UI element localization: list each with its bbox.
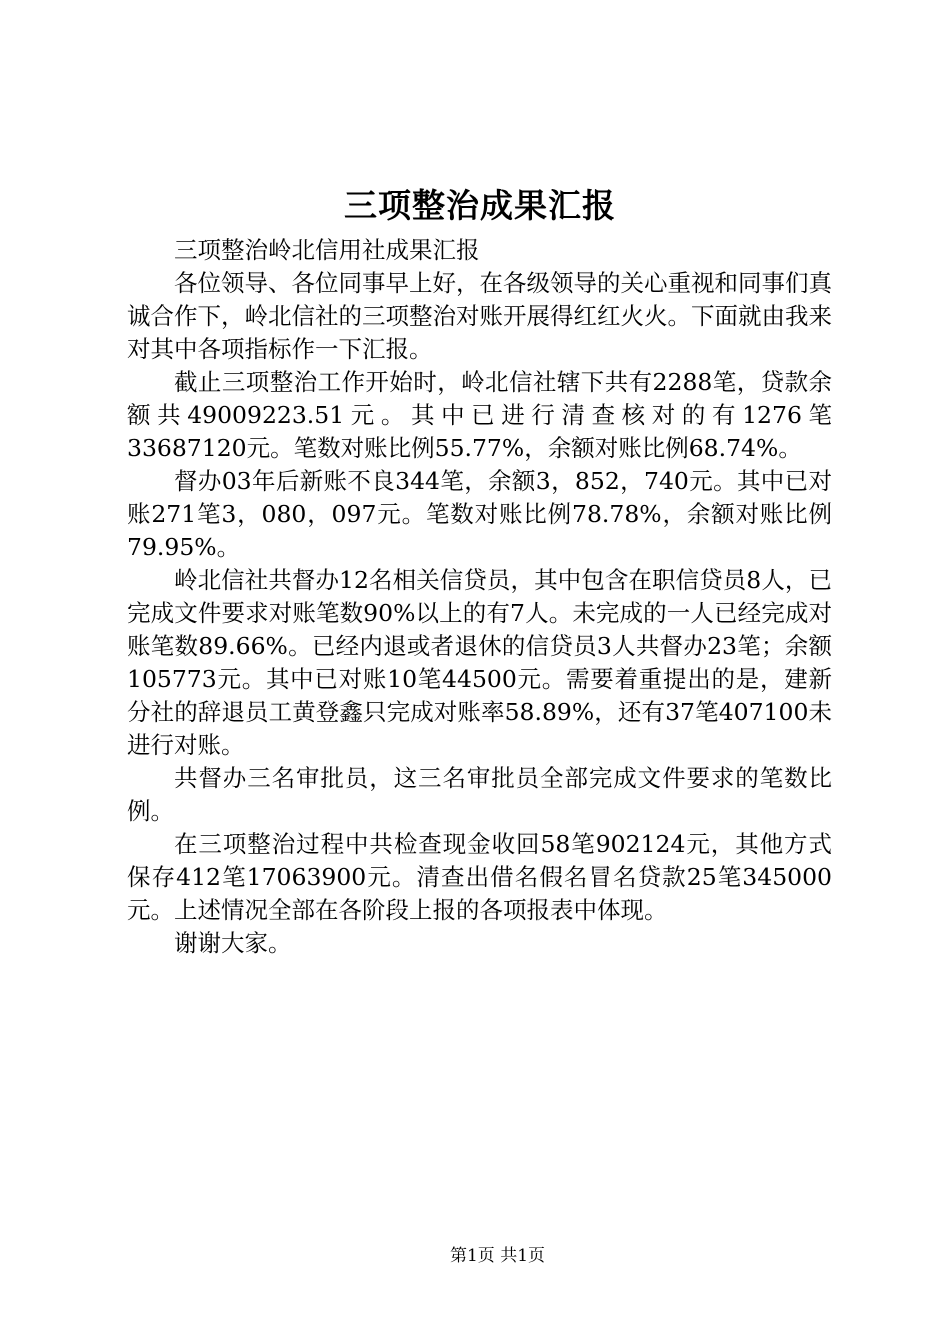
approver-paragraph: 共督办三名审批员，这三名审批员全部完成文件要求的笔数比例。	[127, 764, 832, 825]
document-title: 三项整治成果汇报	[344, 186, 616, 225]
page-footer: 第1页 共1页	[449, 1246, 546, 1266]
document-body	[127, 234, 832, 960]
bad-debt-paragraph: 督办03年后新账不良344笔，余额3，852，740元。其中已对账271笔3，080，097元。笔数对账比例78.78%，余额对账比例79.95%。	[127, 467, 832, 561]
loan-officer-paragraph: 岭北信社共督办12名相关信贷员，其中包含在职信贷员8人，已完成文件要求对账笔数90%以上的有7人。未完成的一人已经完成对账笔数89.66%。已经内退或者退休的信贷员3人共督办23笔；余额105773元。其中已对账10笔44500元。需要着重提出的是，建新分社的辞退员工黄登鑫只完成对账率58.89%，还有37笔407100未进行对账。	[127, 566, 832, 759]
report-subtitle-paragraph: 三项整治岭北信用社成果汇报	[174, 236, 480, 264]
greeting-paragraph: 各位领导、各位同事早上好，在各级领导的关心重视和同事们真诚合作下，岭北信社的三项整治对账开展得红红火火。下面就由我来对其中各项指标作一下汇报。	[127, 269, 832, 363]
closing-paragraph: 谢谢大家。	[174, 929, 292, 957]
cash-recovery-paragraph: 在三项整治过程中共检查现金收回58笔902124元，其他方式保存412笔17063900元。清查出借名假名冒名贷款25笔345000元。上述情况全部在各阶段上报的各项报表中体现。	[127, 830, 832, 924]
loan-statistics-paragraph: 截止三项整治工作开始时，岭北信社辖下共有2288笔，贷款余额共49009223.51元。其中已进行清查核对的有1276笔33687120元。笔数对账比例55.77%，余额对账比例68.74%。	[127, 368, 832, 462]
